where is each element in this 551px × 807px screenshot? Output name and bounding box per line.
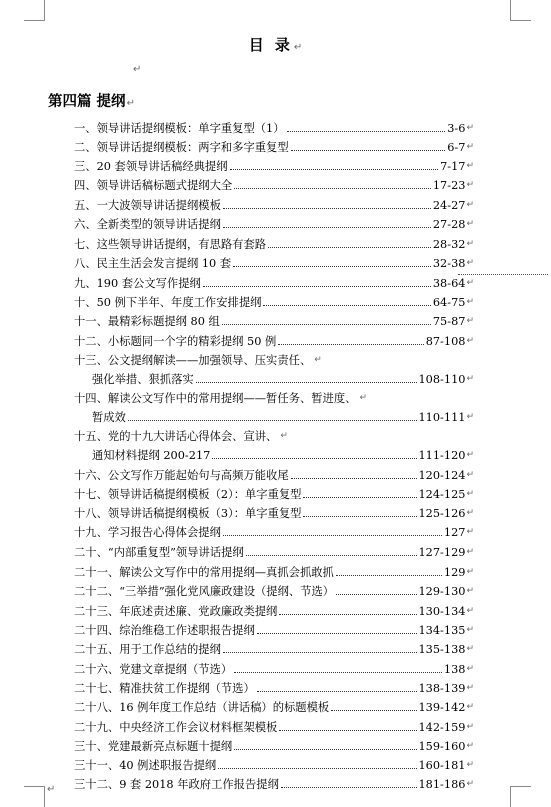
toc-entry[interactable] bbox=[74, 273, 474, 293]
toc-entry-page: 139-142 bbox=[418, 700, 466, 714]
toc-entry[interactable] bbox=[74, 426, 474, 446]
paragraph-mark-icon: ↵ bbox=[466, 644, 474, 654]
paragraph-mark-icon: ↵ bbox=[466, 664, 474, 674]
paragraph-mark-icon: ↵ bbox=[466, 161, 474, 171]
toc-entry[interactable] bbox=[74, 156, 474, 176]
toc-entry[interactable] bbox=[74, 195, 474, 215]
toc-entry-page: 124-125 bbox=[418, 487, 466, 501]
toc-entry-title: 二十七、精准扶贫工作提纲（节选） bbox=[74, 682, 255, 695]
toc-entry-title: 二十五、用于工作总结的提纲 bbox=[74, 643, 221, 656]
paragraph-mark-icon: ↵ bbox=[466, 625, 474, 635]
paragraph-mark-icon: ↵ bbox=[466, 470, 474, 480]
toc-entry-page: 135-138 bbox=[418, 642, 466, 656]
toc-entry-title: 二、领导讲话提纲模板：两字和多字重复型 bbox=[74, 141, 289, 154]
toc-entry-page: 75-87 bbox=[432, 314, 466, 328]
dot-leader bbox=[303, 496, 416, 498]
paragraph-mark-icon: ↵ bbox=[466, 336, 474, 346]
toc-entry-title: 四、领导讲话稿标题式提纲大全 bbox=[74, 179, 233, 192]
toc-entry-page: 138-139 bbox=[418, 681, 466, 695]
dot-leader bbox=[246, 554, 417, 556]
toc-entry-page: 130-134 bbox=[418, 604, 466, 618]
toc-entry-page: 87-108 bbox=[425, 334, 466, 348]
dot-leader bbox=[279, 729, 416, 731]
toc-entry-page: 129 bbox=[443, 565, 466, 579]
toc-entry-page: 28-32 bbox=[432, 237, 466, 251]
toc-entry[interactable] bbox=[74, 562, 474, 582]
dot-leader bbox=[279, 613, 416, 615]
paragraph-mark-icon: ↵ bbox=[466, 702, 474, 712]
paragraph-mark-icon: ↵ bbox=[466, 374, 474, 384]
toc-entry-page: 138 bbox=[443, 662, 466, 676]
paragraph-mark-icon: ↵ bbox=[466, 123, 474, 133]
toc-entry-page: 127-129 bbox=[418, 545, 466, 559]
paragraph-mark-icon: ↵ bbox=[466, 779, 474, 789]
toc-entry-page: 111-120 bbox=[418, 448, 466, 462]
paragraph-mark-icon: ↵ bbox=[133, 64, 142, 75]
toc-entry-page: 17-23 bbox=[432, 178, 466, 192]
toc-entry-page: 125-126 bbox=[418, 506, 466, 520]
toc-entry[interactable] bbox=[74, 542, 474, 562]
toc-entry-title: 强化举措、狠抓落实 bbox=[92, 373, 194, 386]
toc-entry-title: 九、190 套公文写作提纲 bbox=[74, 277, 201, 290]
dot-leader bbox=[203, 285, 431, 287]
paragraph-mark-icon: ↵ bbox=[466, 316, 474, 326]
paragraph-mark-icon: ↵ bbox=[466, 508, 474, 518]
toc-entry[interactable] bbox=[74, 620, 474, 640]
toc-entry[interactable] bbox=[74, 292, 474, 312]
paragraph-mark-icon: ↵ bbox=[466, 258, 474, 268]
toc-entry[interactable] bbox=[74, 659, 474, 679]
toc-entry-page: 181-186 bbox=[418, 777, 466, 791]
dot-leader bbox=[230, 168, 439, 170]
toc-entry[interactable] bbox=[74, 581, 474, 601]
toc-entry-title: 十二、小标题同一个字的精彩提纲 50 例 bbox=[74, 335, 277, 348]
dot-leader-overflow bbox=[458, 273, 548, 275]
toc-entry-title: 八、民主生活会发言提纲 10 套 bbox=[74, 257, 232, 270]
toc-entry[interactable] bbox=[74, 678, 474, 698]
dot-leader bbox=[223, 651, 417, 653]
toc-entry[interactable] bbox=[74, 311, 474, 331]
toc-entry-title: 十五、党的十九大讲话心得体会、宣讲、 bbox=[74, 430, 278, 443]
dot-leader bbox=[223, 226, 431, 228]
toc-entry-title: 二十一、解读公文写作中的常用提纲—真抓会抓敢抓 bbox=[74, 566, 334, 579]
toc-entry-title: 三十二、9 套 2018 年政府工作报告提纲 bbox=[74, 778, 279, 791]
paragraph-mark-icon: ↵ bbox=[280, 431, 288, 441]
toc-entry-title: 二十三、年底述责述廉、党政廉政类提纲 bbox=[74, 605, 278, 618]
paragraph-mark-icon: ↵ bbox=[466, 239, 474, 249]
toc-entry[interactable] bbox=[74, 234, 474, 254]
dot-leader bbox=[278, 343, 423, 345]
dot-leader bbox=[223, 207, 431, 209]
dot-leader bbox=[234, 671, 442, 673]
dot-leader bbox=[303, 515, 416, 517]
toc-entry[interactable] bbox=[74, 484, 474, 504]
dot-leader bbox=[263, 304, 430, 306]
paragraph-mark-icon: ↵ bbox=[293, 42, 303, 53]
toc-entry[interactable] bbox=[74, 388, 474, 408]
paragraph-mark-icon: ↵ bbox=[466, 219, 474, 229]
dot-leader bbox=[218, 767, 416, 769]
toc-entry[interactable] bbox=[74, 503, 474, 523]
dot-leader bbox=[257, 632, 417, 634]
paragraph-mark-icon: ↵ bbox=[466, 567, 474, 577]
toc-entry-page: 142-159 bbox=[418, 720, 466, 734]
dot-leader bbox=[233, 265, 431, 267]
toc-entry-page: 127 bbox=[443, 525, 466, 539]
toc-entry-page: 64-75 bbox=[432, 295, 466, 309]
toc-entry-title: 二十九、中央经济工作会议材料框架模板 bbox=[74, 721, 278, 734]
title-text: 目 录 bbox=[248, 36, 293, 54]
toc-entry-title: 十七、领导讲话稿提纲模板（2）：单字重复型 bbox=[74, 488, 302, 501]
toc-entry[interactable] bbox=[92, 369, 474, 389]
paragraph-mark-icon: ↵ bbox=[466, 586, 474, 596]
paragraph-mark-icon: ↵ bbox=[466, 760, 474, 770]
toc-entry[interactable] bbox=[74, 522, 474, 542]
dot-leader bbox=[336, 574, 442, 576]
part-heading-text: 第四篇 提纲 bbox=[48, 93, 126, 110]
toc-entry-title: 三十、党建最新亮点标题十提纲 bbox=[74, 740, 233, 753]
paragraph-mark-icon: ↵ bbox=[466, 683, 474, 693]
dot-leader bbox=[287, 130, 446, 132]
dot-leader bbox=[223, 534, 442, 536]
dot-leader bbox=[336, 593, 416, 595]
toc-entry-title: 十九、学习报告心得体会提纲 bbox=[74, 526, 221, 539]
toc-entry[interactable] bbox=[74, 253, 474, 273]
dot-leader bbox=[234, 748, 416, 750]
toc-entry[interactable] bbox=[74, 755, 474, 775]
toc-entry[interactable] bbox=[74, 118, 474, 138]
toc-entry[interactable] bbox=[74, 175, 474, 195]
paragraph-mark-icon: ↵ bbox=[466, 412, 474, 422]
paragraph-mark-icon: ↵ bbox=[466, 278, 474, 288]
toc-entry-title: 二十二、“三举措”强化党风廉政建设（提纲、节选） bbox=[74, 585, 335, 598]
dot-leader bbox=[234, 187, 431, 189]
toc-entry[interactable] bbox=[74, 137, 474, 157]
toc-entry-title: 十三、公文提纲解读——加强领导、压实责任、 bbox=[74, 354, 312, 367]
toc-entry-title: 五、一大波领导讲话提纲模板 bbox=[74, 199, 221, 212]
paragraph-mark-icon: ↵ bbox=[466, 722, 474, 732]
paragraph-mark-icon: ↵ bbox=[126, 98, 135, 109]
dot-leader bbox=[222, 323, 431, 325]
toc-entry-title: 三、20 套领导讲话稿经典提纲 bbox=[74, 160, 228, 173]
toc-entry-page: 27-28 bbox=[432, 217, 466, 231]
dot-leader bbox=[257, 690, 417, 692]
dot-leader bbox=[281, 786, 417, 788]
toc-entry-title: 二十六、党建文章提纲（节选） bbox=[74, 663, 233, 676]
toc-entry-title: 通知材料提纲 200-217 bbox=[92, 449, 211, 462]
paragraph-mark-icon: ↵ bbox=[466, 547, 474, 557]
paragraph-mark-icon: ↵ bbox=[359, 393, 367, 403]
toc-entry-page: 110-111 bbox=[418, 410, 466, 424]
paragraph-mark-icon: ↵ bbox=[466, 527, 474, 537]
toc-entry[interactable] bbox=[74, 350, 474, 370]
dot-leader bbox=[128, 419, 417, 421]
toc-entry[interactable] bbox=[74, 717, 474, 737]
toc-entry-title: 六、全新类型的领导讲话提纲 bbox=[74, 218, 221, 231]
toc-entry-page: 160-181 bbox=[418, 758, 466, 772]
toc-entry-page: 120-124 bbox=[418, 468, 466, 482]
toc-entry-title: 十四、解读公文写作中的常用提纲——暂任务、暂进度、 bbox=[74, 392, 357, 405]
paragraph-mark-icon: ↵ bbox=[466, 450, 474, 460]
toc-entry[interactable] bbox=[74, 601, 474, 621]
toc-entry[interactable] bbox=[74, 639, 474, 659]
toc-entry-page: 159-160 bbox=[418, 739, 466, 753]
toc-entry-title: 一、领导讲话提纲模板：单字重复型（1） bbox=[74, 122, 285, 135]
toc-entry-page: 7-17 bbox=[440, 159, 466, 173]
toc-entry-page: 38-64 bbox=[432, 276, 466, 290]
dot-leader bbox=[291, 477, 417, 479]
toc-entry-page: 134-135 bbox=[418, 623, 466, 637]
paragraph-mark-icon: ↵ bbox=[466, 741, 474, 751]
toc-entry-page: 24-27 bbox=[432, 198, 466, 212]
paragraph-mark-icon: ↵ bbox=[466, 142, 474, 152]
toc-entry-page: 129-130 bbox=[418, 584, 466, 598]
toc-entry[interactable] bbox=[74, 697, 474, 717]
toc-entry-title: 二十八、16 例年度工作总结（讲话稿）的标题模板 bbox=[74, 701, 330, 714]
paragraph-mark-icon: ↵ bbox=[466, 200, 474, 210]
toc-entry[interactable] bbox=[74, 774, 474, 794]
paragraph-mark-icon: ↵ bbox=[466, 297, 474, 307]
toc-entry-title: 七、这些领导讲话提纲，有思路有套路 bbox=[74, 238, 267, 251]
toc-entry-title: 十八、领导讲话稿提纲模板（3）：单字重复型 bbox=[74, 507, 302, 520]
toc-entry-page: 6-7 bbox=[447, 140, 466, 154]
toc-entry-title: 三十一、40 例述职报告提纲 bbox=[74, 759, 217, 772]
toc-entry-page: 108-110 bbox=[418, 372, 466, 386]
toc-entry[interactable] bbox=[74, 214, 474, 234]
paragraph-mark-icon: ↵ bbox=[47, 784, 56, 795]
toc-entry[interactable] bbox=[74, 331, 474, 351]
paragraph-mark-icon: ↵ bbox=[466, 180, 474, 190]
toc-entry-title: 二十、“内部重复型”领导讲话提纲 bbox=[74, 546, 244, 559]
dot-leader bbox=[268, 246, 431, 248]
paragraph-mark-icon: ↵ bbox=[314, 355, 322, 365]
dot-leader bbox=[196, 381, 417, 383]
dot-leader bbox=[331, 709, 416, 711]
toc-entry[interactable] bbox=[92, 407, 474, 427]
dot-leader bbox=[212, 457, 416, 459]
toc-entry-title: 暂成效 bbox=[92, 411, 126, 424]
toc-entry-title: 十、50 例下半年、年度工作安排提纲 bbox=[74, 296, 262, 309]
toc-entry-title: 十六、公文写作万能起始句与高频万能收尾 bbox=[74, 469, 289, 482]
toc-entry-page: 32-38 bbox=[432, 256, 466, 270]
toc-entry[interactable] bbox=[74, 465, 474, 485]
toc-entry-title: 十一、最精彩标题提纲 80 组 bbox=[74, 315, 220, 328]
toc-entry[interactable] bbox=[74, 736, 474, 756]
dot-leader bbox=[291, 149, 446, 151]
paragraph-mark-icon: ↵ bbox=[466, 606, 474, 616]
paragraph-mark-icon: ↵ bbox=[466, 489, 474, 499]
toc-entry-page: 3-6 bbox=[447, 121, 466, 135]
toc-entry[interactable] bbox=[92, 445, 474, 465]
toc-entry-title: 二十四、综治维稳工作述职报告提纲 bbox=[74, 624, 255, 637]
